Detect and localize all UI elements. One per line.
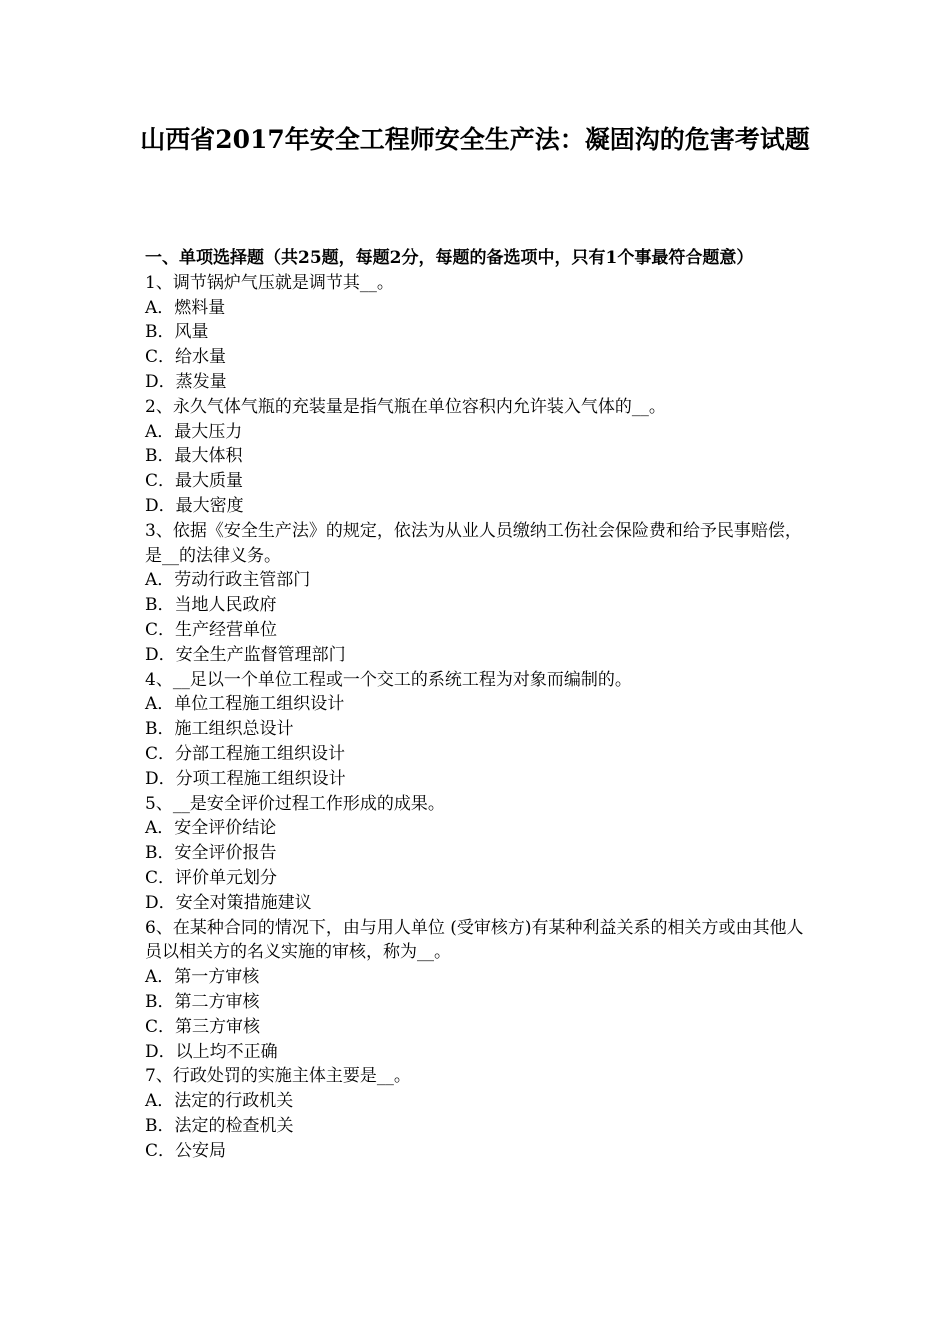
option-b: B．风量 [145, 322, 209, 343]
document-title: 山西省2017年安全工程师安全生产法：凝固沟的危害考试题 [140, 125, 810, 154]
document-content [145, 246, 810, 1163]
option-c: C．第三方审核 [145, 1016, 261, 1037]
section-heading: 一、单项选择题（共25题，每题2分，每题的备选项中，只有1个事最符合题意） [145, 248, 754, 268]
option-c: C．最大质量 [145, 471, 244, 492]
option-a: A．燃料量 [145, 297, 226, 318]
option-b: B．法定的检查机关 [145, 1115, 294, 1136]
option-c: C．分部工程施工组织设计 [145, 743, 346, 764]
option-b: B．施工组织总设计 [145, 719, 294, 740]
option-c: C．生产经营单位 [145, 619, 278, 640]
option-b: B．最大体积 [145, 446, 243, 467]
question-text: 5、__是安全评价过程工作形成的成果。 [145, 793, 445, 814]
question-text: 2、永久气体气瓶的充装量是指气瓶在单位容积内允许装入气体的__。 [145, 396, 666, 417]
option-d: D．蒸发量 [145, 371, 227, 392]
option-a: A．法定的行政机关 [145, 1091, 294, 1112]
question-4 [145, 668, 810, 792]
option-a: A．安全评价结论 [145, 818, 277, 839]
question-3 [145, 519, 810, 668]
option-a: A．最大压力 [145, 421, 243, 442]
option-d: D．最大密度 [145, 495, 244, 516]
question-2 [145, 395, 810, 519]
option-b: B．当地人民政府 [145, 595, 277, 616]
question-6 [145, 916, 810, 1065]
option-c: C．公安局 [145, 1140, 227, 1161]
option-d: D．安全生产监督管理部门 [145, 644, 346, 665]
option-b: B．第二方审核 [145, 991, 260, 1012]
option-d: D．安全对策措施建议 [145, 892, 312, 913]
question-5 [145, 792, 810, 916]
option-c: C．给水量 [145, 347, 227, 368]
question-7 [145, 1064, 810, 1163]
option-c: C．评价单元划分 [145, 867, 278, 888]
question-1 [145, 271, 810, 395]
question-text: 4、__足以一个单位工程或一个交工的系统工程为对象而编制的。 [145, 669, 632, 690]
option-b: B．安全评价报告 [145, 843, 277, 864]
option-d: D．分项工程施工组织设计 [145, 768, 346, 789]
option-d: D．以上均不正确 [145, 1041, 278, 1062]
question-text: 1、调节锅炉气压就是调节其__。 [145, 272, 394, 293]
question-text: 3、依据《安全生产法》的规定，依法为从业人员缴纳工伤社会保险费和给予民事赔偿，是__的法律义务。 [145, 520, 802, 566]
option-a: A．单位工程施工组织设计 [145, 694, 345, 715]
option-a: A．第一方审核 [145, 967, 260, 988]
option-a: A．劳动行政主管部门 [145, 570, 311, 591]
question-text: 6、在某种合同的情况下，由与用人单位 (受审核方)有某种利益关系的相关方或由其他人员以相关方的名义实施的审核，称为__。 [145, 917, 804, 963]
question-text: 7、行政处罚的实施主体主要是__。 [145, 1066, 411, 1087]
